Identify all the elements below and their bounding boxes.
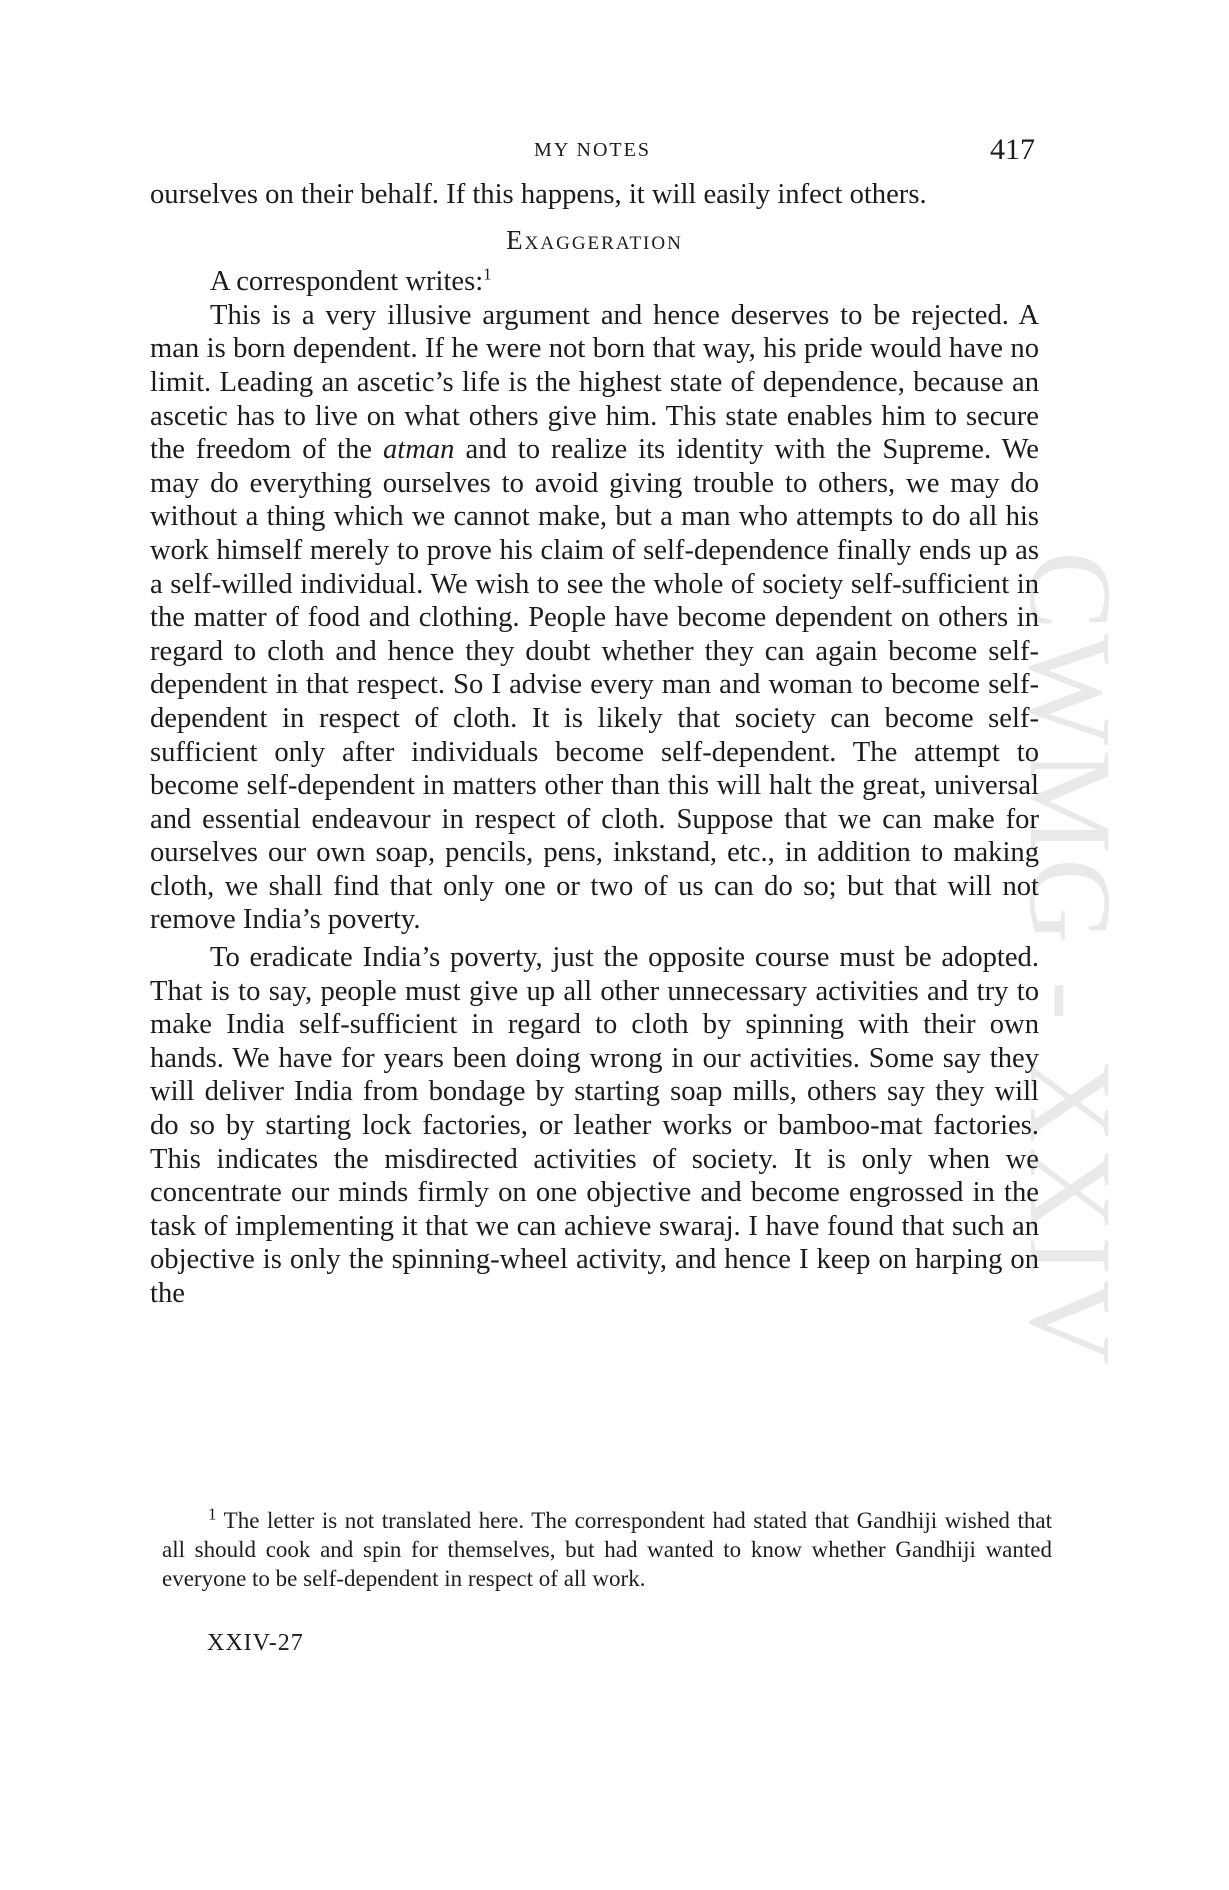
intro-paragraph bbox=[150, 265, 1039, 299]
continuation-paragraph: ourselves on their behalf. If this happens, it will easily infect others. bbox=[150, 179, 927, 210]
italic-term-atman: atman bbox=[382, 434, 455, 466]
running-head bbox=[150, 133, 1035, 169]
footnote-ref: 1 bbox=[483, 264, 492, 284]
section-heading: Exaggeration bbox=[506, 224, 683, 255]
paragraph-1-end: and to realize its identity with the Supreme. We may do everything ourselves to avoid giving trouble to others, we may do without a thing which we cannot make, but a man who attempts to do all his work himself merely to prove his claim of self-dependence finally ends up as a self-willed individual. We wish to see the whole of society self-sufficient in the matter of food and clothing. People have become dependent on others in regard to cloth and hence they doubt whether they can again become self-dependent in that respect. So I advise every man and woman to become self-dependent in respect of cloth. It is likely that society can become self-sufficient only after individuals become self-dependent. The attempt to become self-dependent in matters other than this will halt the great, universal and essential endeavour in respect of cloth. Suppose that we can make for ourselves our own soap, pencils, pens, inkstand, etc., in addition to making cloth, we shall find that only one or two of us can do so; but that will not remove India’s poverty. bbox=[150, 434, 1039, 936]
watermark-text: CWMG - XXIV bbox=[1005, 551, 1136, 1369]
footnotes bbox=[162, 1506, 1052, 1593]
paragraph-1-start: This is a very illusive argument and hence deserves to be rejected. A man is born dependent. If he were not born that way, his pride would have no limit. Leading an ascetic’s life is the highest state of dependence, because an ascetic has to live on what others give him. This state enables him to secure the freedom of the bbox=[150, 299, 1039, 466]
signature-mark: XXIV-27 bbox=[207, 1630, 304, 1656]
footnote-marker: 1 bbox=[208, 1504, 217, 1524]
intro-text: A correspondent writes: bbox=[210, 266, 484, 298]
paragraph-2: To eradicate India’s poverty, just the opposite course must be adopted. That is to say, people must give up all other unnecessary activities and try to make India self-sufficient in regard to cloth by spinning with their own hands. We have for years been doing wrong in our activities. Some say they will deliver India from bondage by starting soap mills, others say they will do so by starting lock factories, or leather works or bamboo-mat factories. This indicates the misdirected activities of society. It is only when we concentrate our minds firmly on one objective and become engrossed in the task of implementing it that we can achieve swaraj. I have found that such an objective is only the spinning-wheel activity, and hence I keep on harping on the bbox=[150, 942, 1039, 1309]
footnote-text: The letter is not translated here. The correspondent had stated that Gandhiji wished that all should cook and spin for themselves, but had wanted to know whether Gandhiji wanted everyone to be self-dependent in respect of all work. bbox=[162, 1508, 1052, 1591]
footnote-1 bbox=[162, 1506, 1052, 1593]
page-number: 417 bbox=[990, 133, 1035, 166]
body-text bbox=[150, 178, 1039, 1311]
paragraph-1 bbox=[150, 299, 1039, 937]
running-title: MY NOTES bbox=[534, 139, 651, 161]
